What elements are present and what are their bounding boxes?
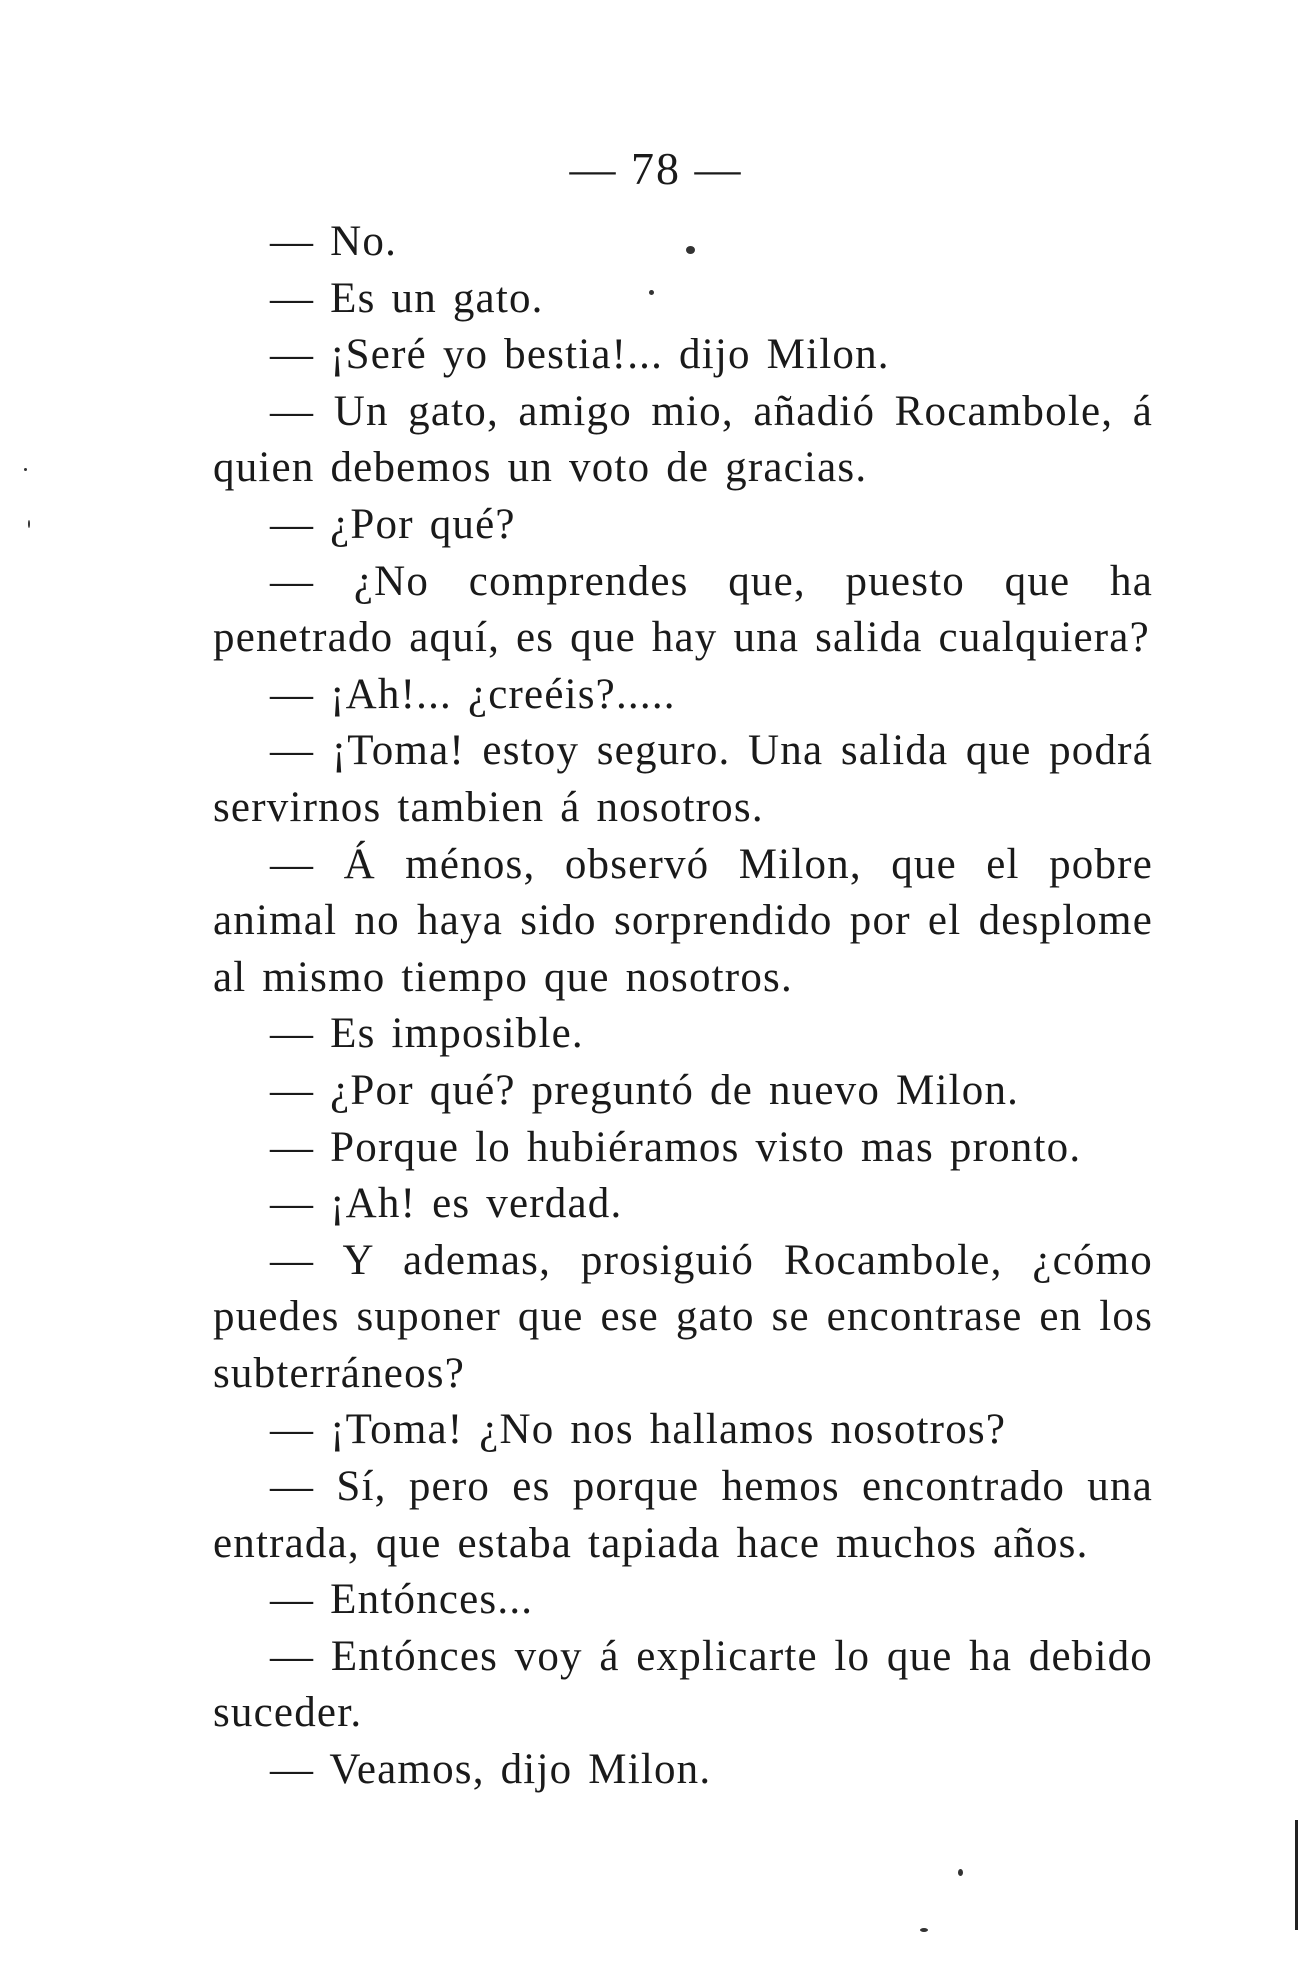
ink-speck bbox=[28, 520, 30, 528]
body-text bbox=[213, 214, 1153, 1799]
paragraph: — No. bbox=[270, 218, 398, 265]
ink-speck bbox=[958, 1869, 963, 1876]
ink-speck bbox=[920, 1928, 928, 1932]
paragraph: — Entónces... bbox=[270, 1576, 534, 1624]
paragraph: — Es imposible. bbox=[270, 1010, 584, 1058]
paragraph: — ¡Ah! es verdad. bbox=[270, 1180, 623, 1228]
paragraph: — Á ménos, observó Milon, que el pobre animal no haya sido sorprendido por el desplome al mismo tiempo que nosotros. bbox=[213, 840, 1153, 1001]
paragraph: — ¿Por qué? preguntó de nuevo Milon. bbox=[270, 1066, 1020, 1114]
paragraph: — Veamos, dijo Milon. bbox=[270, 1746, 712, 1794]
paragraph: — Sí, pero es porque hemos encontrado una entrada, que estaba tapiada hace muchos años. bbox=[213, 1463, 1153, 1567]
paragraph: — ¡Toma! estoy seguro. Una salida que podrá servirnos tambien á nosotros. bbox=[213, 727, 1153, 831]
paragraph: — ¿No comprendes que, puesto que ha penetrado aquí, es que hay una salida cualquiera? bbox=[213, 557, 1153, 662]
paragraph: — ¡Seré yo bestia!... dijo Milon. bbox=[270, 331, 890, 379]
paragraph: — ¡Ah!... ¿creéis?..... bbox=[270, 670, 676, 718]
paragraph: — Es un gato. bbox=[270, 274, 544, 322]
paragraph: — Porque lo hubiéramos visto mas pronto. bbox=[270, 1123, 1082, 1171]
paragraph: — ¡Toma! ¿No nos hallamos nosotros? bbox=[270, 1406, 1007, 1454]
ink-speck bbox=[24, 468, 27, 471]
paragraph: — Entónces voy á explicarte lo que ha debido suceder. bbox=[213, 1632, 1153, 1737]
ink-speck bbox=[649, 290, 654, 295]
paragraph: — ¿Por qué? bbox=[270, 500, 516, 548]
paragraph: — Un gato, amigo mio, añadió Rocambole, á quien debemos un voto de gracias. bbox=[213, 387, 1153, 492]
page-number: — 78 — bbox=[569, 143, 743, 194]
paragraph: — Y ademas, prosiguió Rocambole, ¿cómo puedes suponer que ese gato se encontrase en los subterráneos? bbox=[213, 1236, 1153, 1397]
ink-speck bbox=[686, 246, 695, 254]
page-edge-mark bbox=[1295, 1820, 1298, 1930]
